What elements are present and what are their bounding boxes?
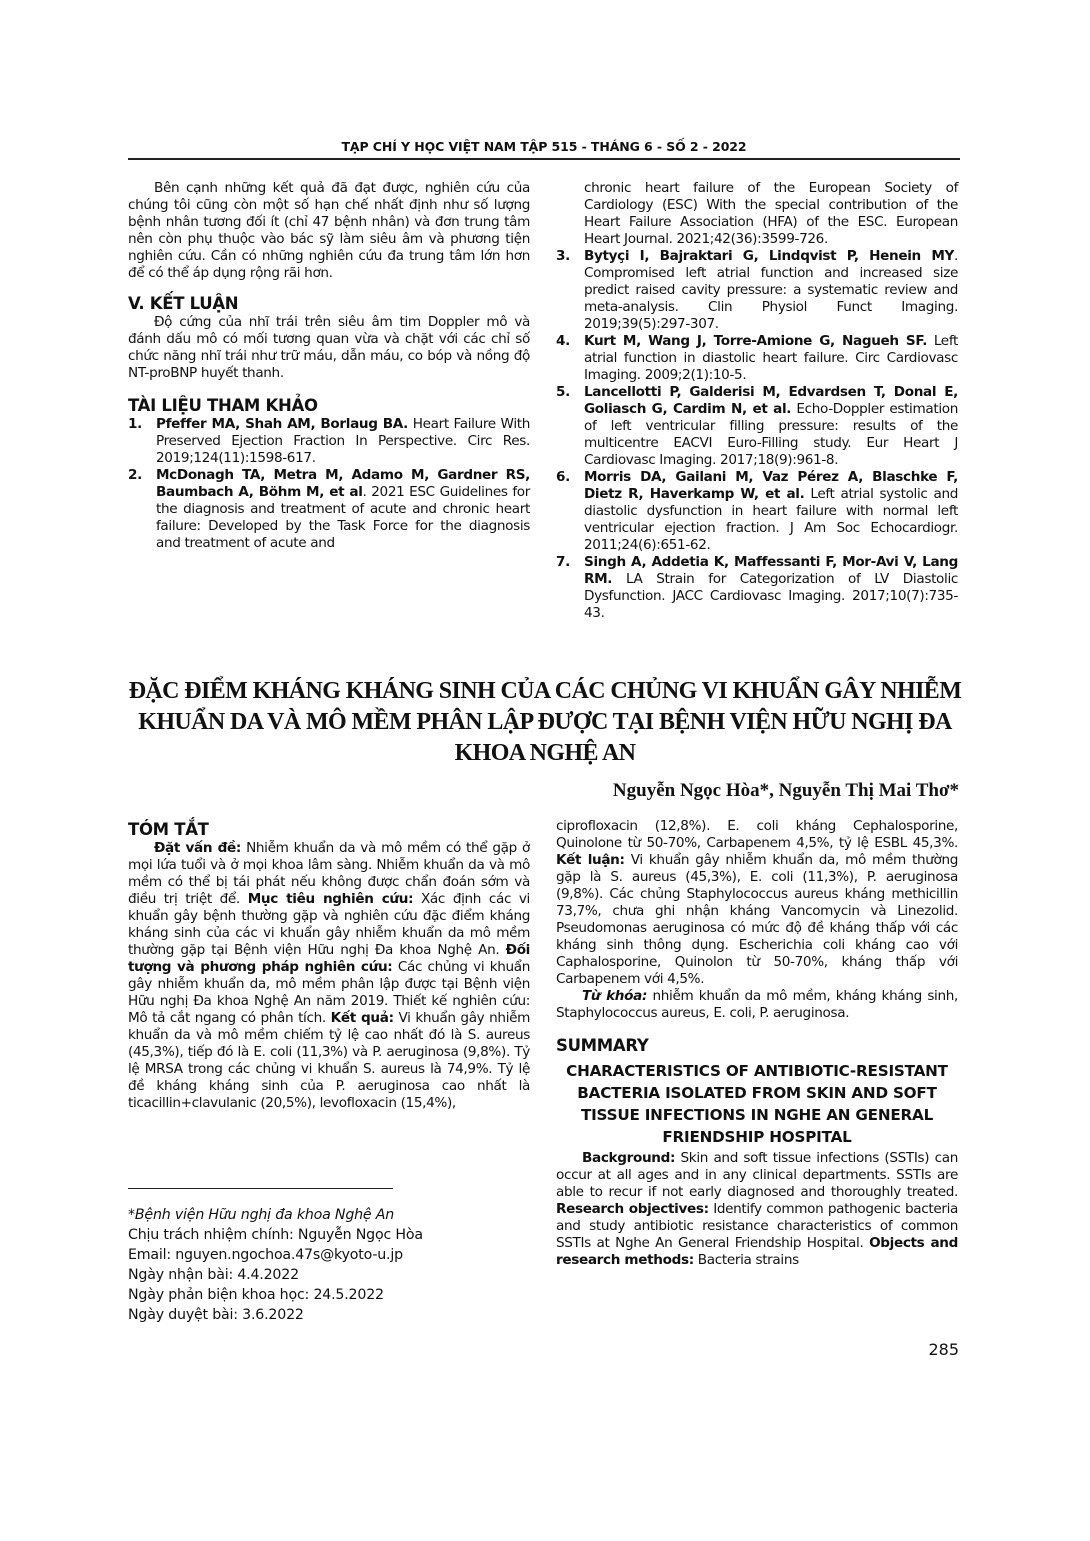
reference-number: 7. <box>556 554 570 570</box>
footnote <box>128 1205 423 1325</box>
abstract-text: ciprofloxacin (12,8%). E. coli kháng Cephalosporine, Quinolone từ 50-70%, Carbapenem 4,5%, tỷ lệ ESBL 45,3%. <box>556 818 958 851</box>
reference-item <box>556 554 958 622</box>
reference-item <box>128 416 530 467</box>
reference-number: 6. <box>556 469 570 485</box>
footnote-accepted: Ngày duyệt bài: 3.6.2022 <box>128 1307 304 1323</box>
abstract-paragraph-continued <box>556 818 958 988</box>
reference-item <box>556 384 958 469</box>
conclusion-heading: V. KẾT LUẬN <box>128 294 239 313</box>
reference-item <box>128 467 530 552</box>
header-rule <box>128 158 960 160</box>
reference-authors: Pfeffer MA, Shah AM, Borlaug BA. <box>156 416 408 432</box>
page-number: 285 <box>928 1340 959 1359</box>
reference-number: 2. <box>128 467 142 483</box>
summary-text: Bacteria strains <box>693 1252 799 1268</box>
reference-authors: Kurt M, Wang J, Torre-Amione G, Nagueh SF. <box>584 333 928 349</box>
reference-text: . Compromised left atrial function and increased size predict raised cavity pressure: a systematic review and meta-analysis. Clin Physiol Funct Imaging. 2019;39(5):297-307. <box>584 248 958 332</box>
reference-number: 3. <box>556 248 570 264</box>
keywords-text: nhiễm khuẩn da mô mềm, kháng kháng sinh, Staphylococcus aureus, E. coli, P. aeruginosa. <box>556 988 958 1021</box>
reference-item <box>556 333 958 384</box>
abstract-text: Vi khuẩn gây nhiễm khuẩn da và mô mềm chiếm tỷ lệ cao nhất đó là S. aureus (45,3%), tiếp đó là E. coli (11,3%) và P. aeruginosa (9,8%). Tỷ lệ MRSA trong các chủng vi khuẩn S. aureus là 74,9%. Tỷ lệ đề kháng kháng sinh của P. aeruginosa cao nhất là ticacillin+clavulanic (20,5%), levofloxacin (15,4%), <box>128 1010 531 1111</box>
footnote-responsible: Chịu trách nhiệm chính: Nguyễn Ngọc Hòa <box>128 1227 423 1243</box>
reference-text: Left atrial systolic and diastolic dysfunction in heart failure with normal left ventricular ejection fraction. J Am Soc Echocardiogr. 2011;24(6):651-62. <box>584 486 959 553</box>
prev-article-left-column <box>128 180 530 552</box>
abstract-label: Kết quả: <box>330 1010 394 1026</box>
article-title: ĐẶC ĐIỂM KHÁNG KHÁNG SINH CỦA CÁC CHỦNG VI KHUẨN GÂY NHIỄM KHUẨN DA VÀ MÔ MỀM PHÂN LẬP ĐƯỢC TẠI BỆNH VIỆN HỮU NGHỊ ĐA KHOA NGHỆ AN <box>128 678 962 766</box>
article-authors: Nguyễn Ngọc Hòa*, Nguyễn Thị Mai Thơ* <box>612 780 959 801</box>
conclusion-paragraph: Độ cứng của nhĩ trái trên siêu âm tim Doppler mô và đánh dấu mô có mối tương quan vừa và chặt với các chỉ số chức năng nhĩ trái như trữ máu, dẫn máu, co bóp và nồng độ NT-proBNP huyết thanh. <box>128 314 530 381</box>
footnote-affiliation: *Bệnh viện Hữu nghị đa khoa Nghệ An <box>128 1207 395 1223</box>
abstract-text: Xác định các vi khuẩn gây bệnh thường gặp và nghiên cứu đặc điểm kháng kháng sinh của các vi khuẩn gây nhiễm khuẩn da mô mềm thường gặp tại Bệnh viện Hữu nghị Đa khoa Nghệ An. <box>128 891 530 958</box>
abstract-label: Kết luận: <box>556 852 625 868</box>
reference-text: Heart Failure With Preserved Ejection Fraction In Perspective. Circ Res. 2019;124(11):1598-617. <box>156 416 530 466</box>
reference-number: 5. <box>556 384 570 400</box>
abstract-label: Mục tiêu nghiên cứu: <box>247 891 414 907</box>
abstract-text: Các chủng vi khuẩn gây nhiễm khuẩn da, mô mềm phân lập được tại Bệnh viện Hữu nghị Đa khoa Nghệ An năm 2019. Thiết kế nghiên cứu: Mô tả cắt ngang có phân tích. <box>128 959 530 1026</box>
summary-label: Objects and research methods: <box>556 1235 959 1268</box>
summary-text: Identify common pathogenic bacteria and study antibiotic resistance characteristics of common SSTIs at Nghe An General Friendship Hospital. <box>556 1201 958 1251</box>
summary-label: Background: <box>582 1150 676 1166</box>
reference-number: 1. <box>128 416 142 432</box>
reference-authors: McDonagh TA, Metra M, Adamo M, Gardner RS, Baumbach A, Böhm M, et al <box>156 467 530 500</box>
reference-number: 4. <box>556 333 570 349</box>
limitations-paragraph: Bên cạnh những kết quả đã đạt được, nghiên cứu của chúng tôi cũng còn một số hạn chế nhất định như số lượng bệnh nhân tương đối ít (chỉ 47 bệnh nhân) và đơn trung tâm nên còn phụ thuộc vào bác sỹ làm siêu âm và phương tiện nghiên cứu. Cần có những nghiên cứu đa trung tâm lớn hơn để có thể áp dụng rộng rãi hơn. <box>128 180 530 281</box>
reference-item <box>556 248 958 333</box>
english-title: CHARACTERISTICS OF ANTIBIOTIC-RESISTANT BACTERIA ISOLATED FROM SKIN AND SOFT TISSUE INFECTIONS IN NGHE AN GENERAL FRIENDSHIP HOSPITAL <box>566 1062 948 1146</box>
reference-item-continued <box>556 180 958 248</box>
reference-authors: Singh A, Addetia K, Maffessanti F, Mor-Avi V, Lang RM. <box>584 554 958 587</box>
reference-authors: Morris DA, Gailani M, Vaz Pérez A, Blaschke F, Dietz R, Haverkamp W, et al. <box>584 469 958 502</box>
reference-text: Echo-Doppler estimation of left ventricular filling pressure: results of the multicentre EACVI Euro-Filling study. Eur Heart J Cardiovasc Imaging. 2017;18(9):961-8. <box>584 401 958 468</box>
reference-text: Left atrial function in diastolic heart failure. Circ Cardiovasc Imaging. 2009;2(1):10-5. <box>584 333 958 383</box>
abstract-text: Vi khuẩn gây nhiễm khuẩn da, mô mềm thường gặp là S. aureus (45,3%), E. coli (11,3%), P. aeruginosa (9,8%). Các chủng Staphylococcus aureus kháng methicillin 73,7%, chưa ghi nhận kháng Vancomycin và Linezolid. Pseudomonas aeruginosa có mức độ đề kháng thấp với các kháng sinh thông dụng. Escherichia coli kháng cao với Caphalosporine, Quinolon từ 50-70%, kháng thấp với Carbapenem với 4,5%. <box>556 852 958 987</box>
keywords <box>556 988 958 1022</box>
reference-authors: Lancellotti P, Galderisi M, Edvardsen T, Donal E, Goliasch G, Cardim N, et al. <box>584 384 958 417</box>
footnote-received: Ngày nhận bài: 4.4.2022 <box>128 1267 299 1283</box>
abstract-vietnamese <box>128 820 530 1112</box>
summary-text: Skin and soft tissue infections (SSTIs) can occur at all ages and in any clinical departments. SSTIs are able to recur if not early diagnosed and thoroughly treated. <box>556 1150 958 1200</box>
footnote-reviewed: Ngày phản biện khoa học: 24.5.2022 <box>128 1287 384 1303</box>
abstract-text: Nhiễm khuẩn da và mô mềm có thể gặp ở mọi lứa tuổi và ở mọi khoa lâm sàng. Nhiễm khuẩn da và mô mềm có thể bị tái phát nếu không được chẩn đoán sớm và điều trị triệt để. <box>128 840 530 907</box>
abstract-paragraph <box>128 840 530 1112</box>
abstract-label: Đối tượng và phương pháp nghiên cứu: <box>128 942 530 975</box>
reference-authors: Bytyçi I, Bajraktari G, Lindqvist P, Henein MY <box>584 248 955 264</box>
abstract-heading: TÓM TẮT <box>128 820 209 839</box>
references-heading: TÀI LIỆU THAM KHẢO <box>128 396 318 415</box>
summary-label: Research objectives: <box>556 1201 709 1217</box>
reference-text: LA Strain for Categorization of LV Diastolic Dysfunction. JACC Cardiovasc Imaging. 2017;10(7):735-43. <box>584 571 958 621</box>
summary-paragraph <box>556 1150 958 1269</box>
reference-text: chronic heart failure of the European Society of Cardiology (ESC) With the special contribution of the Heart Failure Association (HFA) of the ESC. European Heart Journal. 2021;42(36):3599-726. <box>584 180 958 247</box>
keywords-label: Từ khóa: <box>582 988 648 1004</box>
reference-text: . 2021 ESC Guidelines for the diagnosis and treatment of acute and chronic heart failure: Developed by the Task Force for the diagnosis and treatment of acute and <box>156 484 530 551</box>
journal-header: TẠP CHÍ Y HỌC VIỆT NAM TẬP 515 - THÁNG 6 - SỐ 2 - 2022 <box>341 139 747 154</box>
reference-item <box>556 469 958 554</box>
abstract-label: Đặt vấn đề: <box>154 840 241 856</box>
abstract-right-column <box>556 818 958 1269</box>
prev-article-right-column <box>556 180 958 622</box>
footnote-rule <box>128 1188 393 1189</box>
footnote-email[interactable]: Email: nguyen.ngochoa.47s@kyoto-u.jp <box>128 1247 403 1263</box>
summary-heading: SUMMARY <box>556 1036 649 1055</box>
